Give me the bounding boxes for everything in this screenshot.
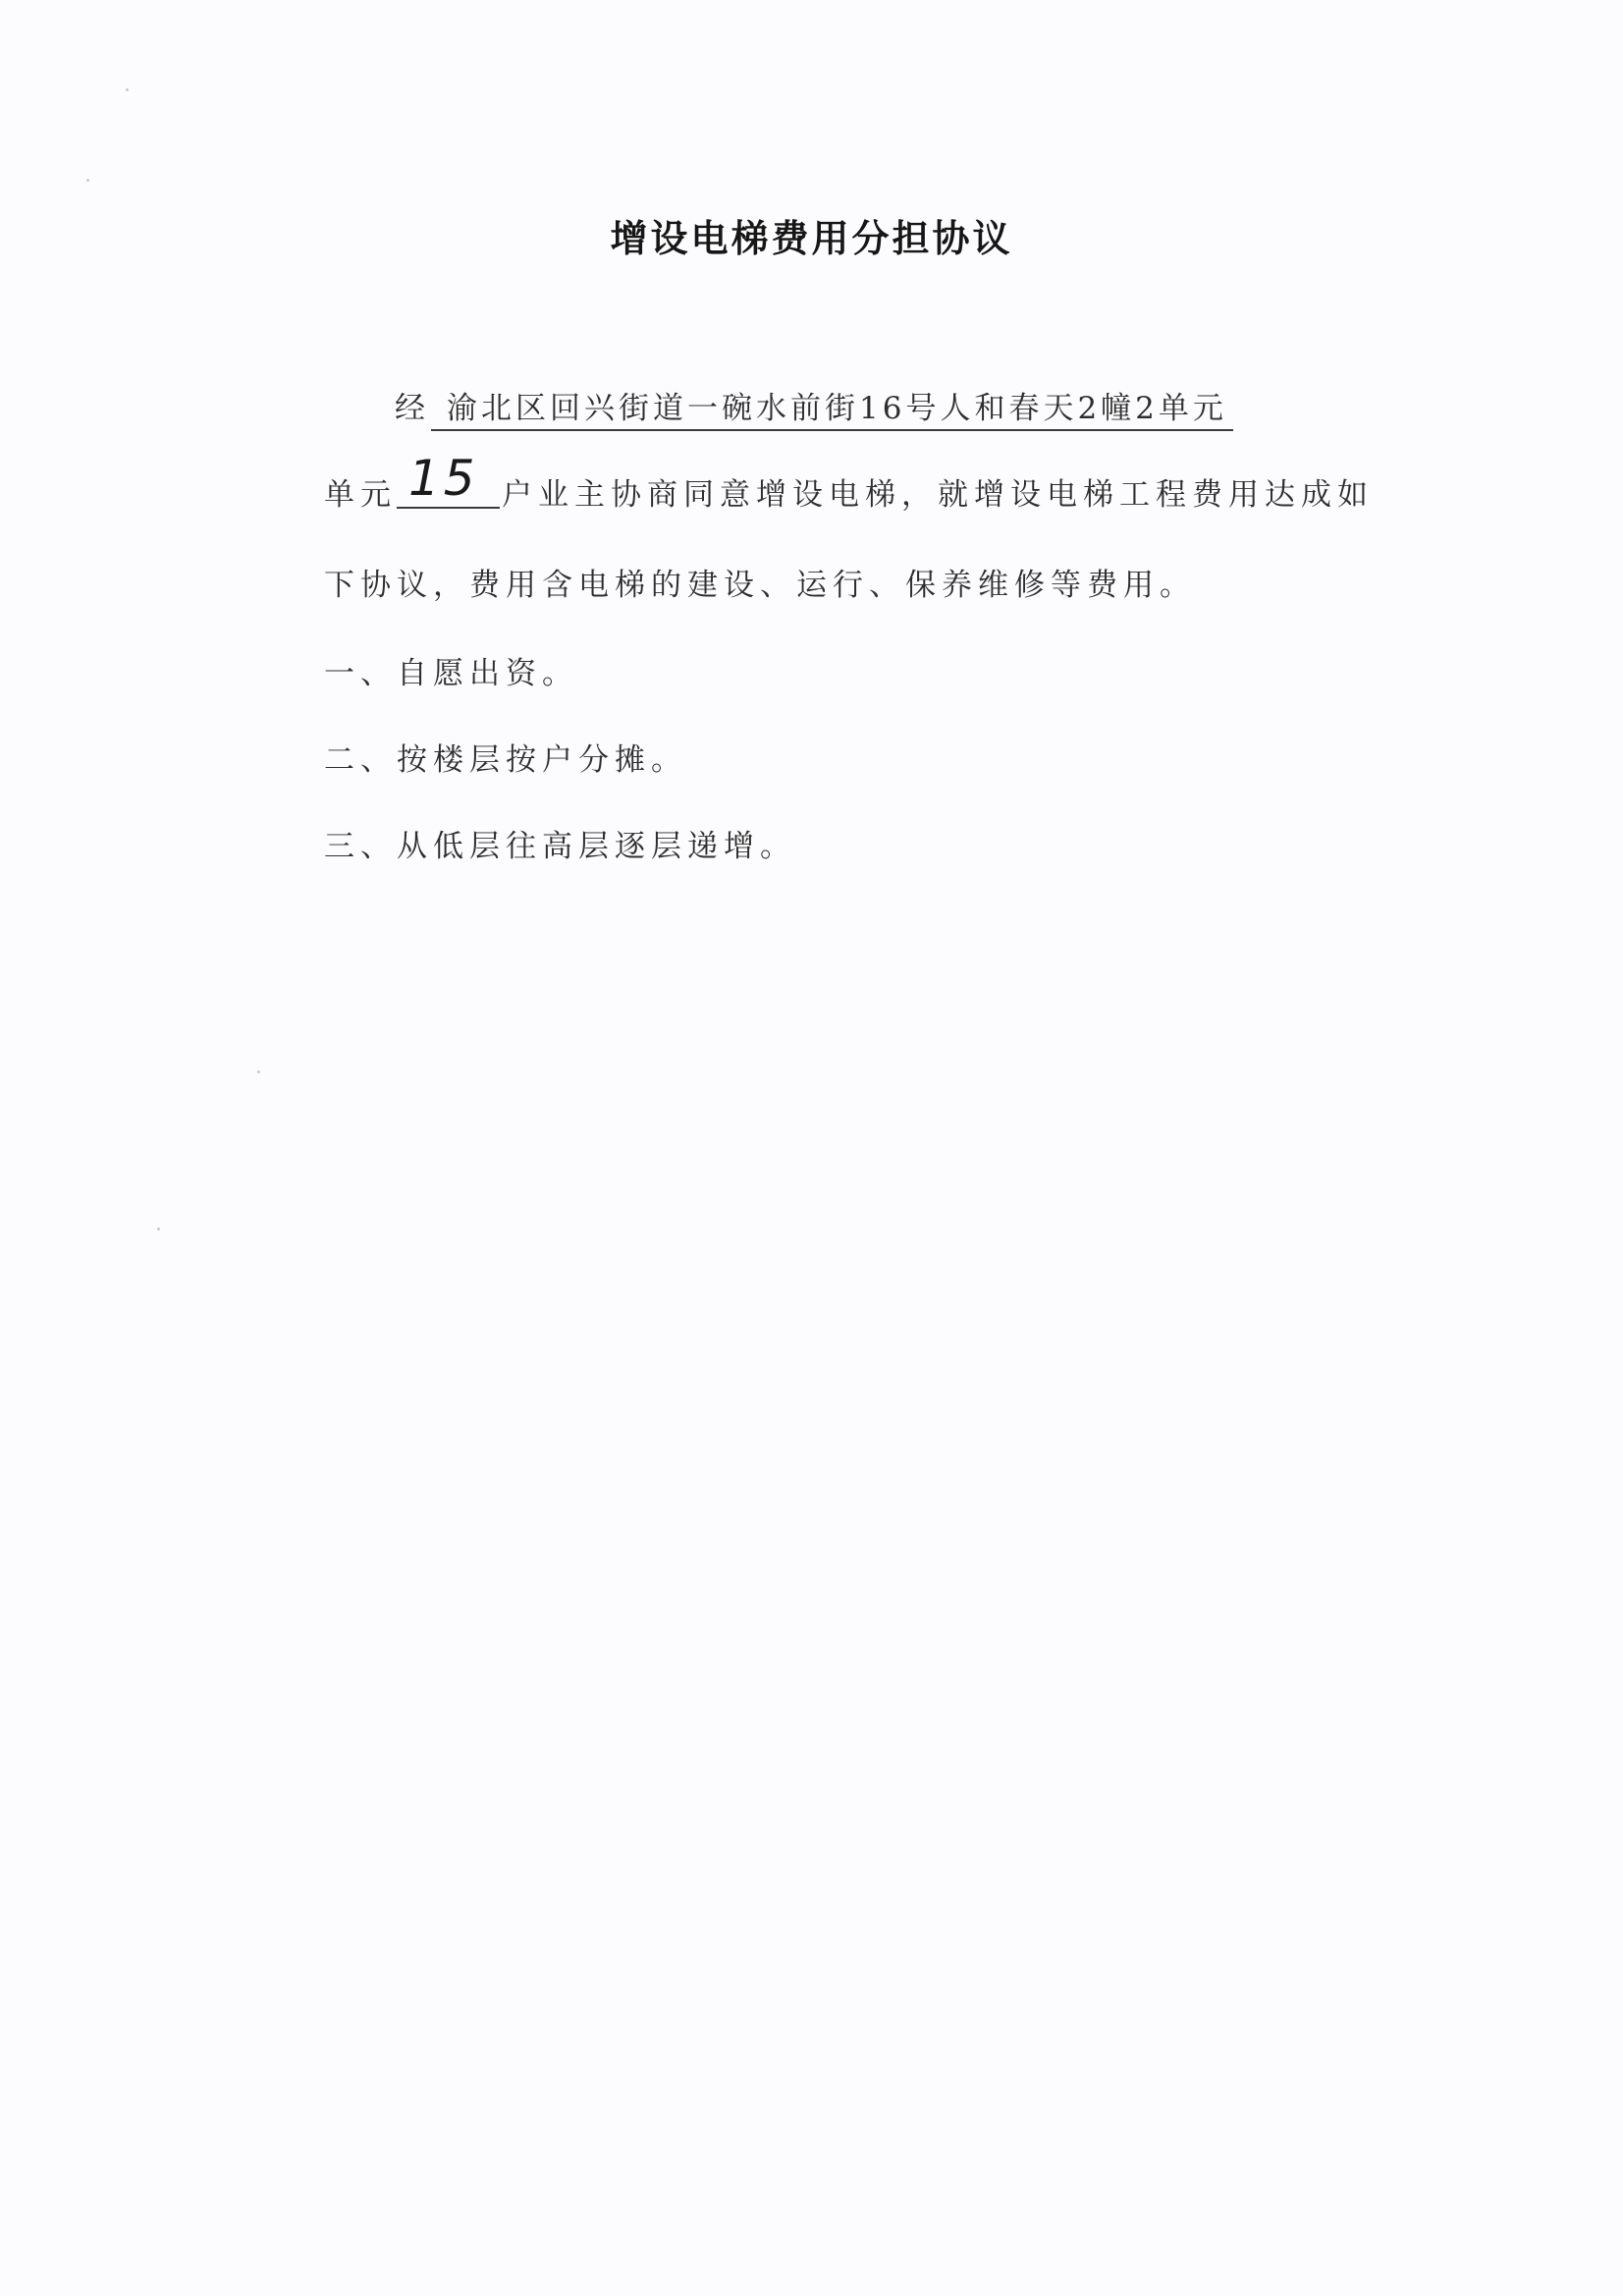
document-title: 增设电梯费用分担协议 bbox=[610, 217, 1013, 260]
paragraph-line-3: 下协议，费用含电梯的建设、运行、保养维修等费用。 bbox=[324, 568, 1196, 603]
paragraph-line-1 bbox=[395, 383, 1233, 431]
scan-speck bbox=[257, 1070, 260, 1073]
unit-prefix: 单元 bbox=[324, 477, 397, 513]
household-count-blank bbox=[397, 450, 500, 509]
list-item: 三、从低层往高层逐层递增。 bbox=[324, 829, 796, 864]
scan-speck bbox=[126, 88, 129, 91]
scan-speck bbox=[86, 179, 89, 182]
address-fill-blank: 渝北区回兴街道一碗水前街16号人和春天2幢2单元 bbox=[431, 383, 1233, 431]
paragraph-lead: 经 bbox=[395, 391, 431, 426]
paragraph-line-2 bbox=[324, 450, 1374, 514]
list-item: 一、自愿出资。 bbox=[324, 656, 578, 691]
household-count-handwritten: 15 bbox=[408, 450, 479, 507]
scan-speck bbox=[157, 1228, 160, 1230]
list-item: 二、按楼层按户分摊。 bbox=[324, 742, 687, 778]
paragraph-line-2-text: 户业主协商同意增设电梯，就增设电梯工程费用达成如 bbox=[502, 477, 1374, 513]
